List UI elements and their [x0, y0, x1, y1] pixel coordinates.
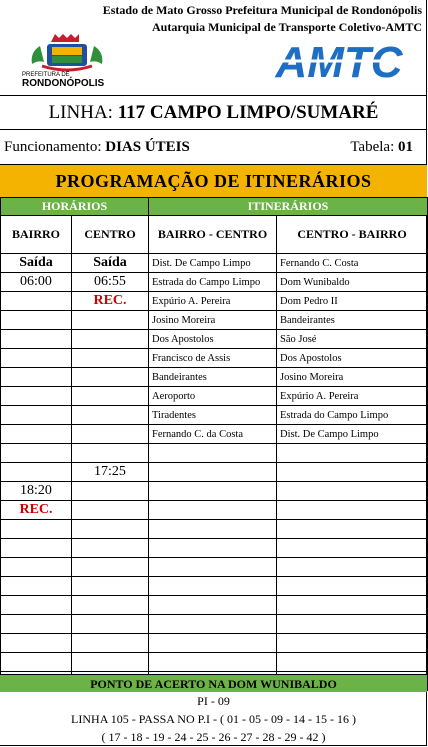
cell-centro: Saída [72, 254, 149, 273]
cell-centro-bairro: São José [277, 330, 428, 349]
cell-centro-bairro: Dom Wunibaldo [277, 273, 428, 292]
cell-bairro-centro: Dos Apostolos [149, 330, 277, 349]
group-header-horarios: HORÁRIOS [1, 198, 149, 216]
rondonopolis-logo [22, 32, 112, 88]
cell-bairro [1, 653, 72, 672]
cell-centro-bairro: Estrada do Campo Limpo [277, 406, 428, 425]
cell-centro-bairro [277, 539, 428, 558]
footer-line-105-cont: ( 17 - 18 - 19 - 24 - 25 - 26 - 27 - 28 - 29 - 42 ) [101, 730, 326, 744]
table-number: Tabela: 01 [350, 139, 413, 155]
cell-bairro-centro [149, 501, 277, 520]
cell-centro-bairro [277, 615, 428, 634]
cell-bairro: 18:20 [1, 482, 72, 501]
cell-bairro-centro [149, 634, 277, 653]
table-row [1, 653, 428, 672]
cell-centro [72, 330, 149, 349]
cell-bairro: REC. [1, 501, 72, 520]
cell-bairro-centro [149, 596, 277, 615]
svg-text:PREFEITURA DE: PREFEITURA DE [22, 72, 70, 78]
cell-centro-bairro: Dom Pedro II [277, 292, 428, 311]
cell-bairro [1, 406, 72, 425]
table-row [1, 634, 428, 653]
table-row [1, 406, 428, 425]
table-row [1, 558, 428, 577]
cell-bairro-centro [149, 520, 277, 539]
cell-centro-bairro: Expúrio A. Pereira [277, 387, 428, 406]
cell-bairro-centro: Expúrio A. Pereira [149, 292, 277, 311]
cell-bairro-centro [149, 539, 277, 558]
cell-centro-bairro [277, 463, 428, 482]
cell-centro-bairro: Josino Moreira [277, 368, 428, 387]
cell-centro [72, 387, 149, 406]
cell-centro-bairro [277, 596, 428, 615]
cell-centro-bairro [277, 577, 428, 596]
table-row [1, 463, 428, 482]
col-header-bairro: BAIRRO [1, 216, 72, 254]
line-label: LINHA: [48, 102, 113, 123]
cell-centro-bairro [277, 653, 428, 672]
operation-days: Funcionamento: DIAS ÚTEIS [4, 139, 190, 155]
table-row [1, 444, 428, 463]
table-row [1, 577, 428, 596]
column-header-row [1, 216, 428, 254]
group-header-row [1, 198, 428, 216]
table-row [1, 273, 428, 292]
cell-bairro [1, 539, 72, 558]
cell-centro [72, 311, 149, 330]
cell-centro: 17:25 [72, 463, 149, 482]
cell-centro [72, 444, 149, 463]
cell-centro [72, 520, 149, 539]
cell-centro-bairro: Fernando C. Costa [277, 254, 428, 273]
cell-centro-bairro [277, 501, 428, 520]
cell-bairro-centro [149, 463, 277, 482]
cell-centro [72, 501, 149, 520]
cell-bairro: 06:00 [1, 273, 72, 292]
table-row [1, 254, 428, 273]
cell-centro: REC. [72, 292, 149, 311]
amtc-logo [274, 40, 404, 82]
table-row [1, 520, 428, 539]
table-row [1, 368, 428, 387]
cell-bairro-centro [149, 482, 277, 501]
cell-bairro-centro [149, 558, 277, 577]
cell-centro [72, 596, 149, 615]
cell-centro [72, 368, 149, 387]
schedule-table [0, 197, 428, 691]
cell-bairro [1, 444, 72, 463]
cell-centro [72, 425, 149, 444]
table-row [1, 311, 428, 330]
cell-bairro-centro [149, 653, 277, 672]
cell-bairro [1, 558, 72, 577]
table-row [1, 330, 428, 349]
cell-bairro [1, 577, 72, 596]
table-row [1, 292, 428, 311]
cell-bairro-centro [149, 444, 277, 463]
footer-line-105: LINHA 105 - PASSA NO P.I - ( 01 - 05 - 09 - 14 - 15 - 16 ) [71, 712, 356, 726]
table-row [1, 615, 428, 634]
table-row [1, 387, 428, 406]
table-row [1, 425, 428, 444]
col-header-bairro-centro: BAIRRO - CENTRO [149, 216, 277, 254]
svg-text:RONDONÓPOLIS: RONDONÓPOLIS [22, 78, 105, 88]
cell-centro-bairro [277, 520, 428, 539]
cell-centro [72, 558, 149, 577]
cell-bairro-centro: Tiradentes [149, 406, 277, 425]
cell-centro [72, 482, 149, 501]
header-state-line: Estado de Mato Grosso Prefeitura Municipal de Rondonópolis [102, 3, 422, 17]
cell-bairro [1, 330, 72, 349]
cell-bairro-centro: Bandeirantes [149, 368, 277, 387]
cell-bairro-centro: Francisco de Assis [149, 349, 277, 368]
cell-bairro [1, 463, 72, 482]
schedule-banner: PROGRAMAÇÃO DE ITINERÁRIOS [0, 164, 427, 197]
header-authority-line: Autarquia Municipal de Transporte Coletivo-AMTC [151, 20, 422, 34]
adjustment-point: PONTO DE ACERTO NA DOM WUNIBALDO [0, 674, 427, 692]
table-row [1, 539, 428, 558]
line-value: 117 CAMPO LIMPO/SUMARÉ [117, 102, 379, 123]
cell-centro-bairro [277, 558, 428, 577]
cell-centro [72, 406, 149, 425]
cell-centro-bairro [277, 444, 428, 463]
cell-bairro-centro [149, 615, 277, 634]
cell-bairro-centro: Dist. De Campo Limpo [149, 254, 277, 273]
cell-bairro-centro: Estrada do Campo Limpo [149, 273, 277, 292]
line-title [0, 95, 427, 129]
cell-centro [72, 615, 149, 634]
operation-row [0, 129, 427, 164]
svg-text:AMTC: AMTC [275, 40, 403, 82]
cell-bairro [1, 425, 72, 444]
cell-centro-bairro: Dos Apostolos [277, 349, 428, 368]
cell-bairro-centro: Josino Moreira [149, 311, 277, 330]
cell-centro-bairro [277, 482, 428, 501]
cell-bairro-centro [149, 577, 277, 596]
cell-centro: 06:55 [72, 273, 149, 292]
cell-centro [72, 577, 149, 596]
footer-pi: PI - 09 [197, 694, 230, 708]
cell-bairro [1, 596, 72, 615]
cell-centro-bairro: Dist. De Campo Limpo [277, 425, 428, 444]
cell-bairro: Saída [1, 254, 72, 273]
cell-bairro [1, 292, 72, 311]
col-header-centro: CENTRO [72, 216, 149, 254]
table-row [1, 482, 428, 501]
cell-bairro [1, 615, 72, 634]
cell-bairro [1, 349, 72, 368]
cell-bairro [1, 368, 72, 387]
table-row [1, 596, 428, 615]
cell-centro [72, 539, 149, 558]
cell-bairro [1, 520, 72, 539]
cell-centro [72, 349, 149, 368]
cell-centro-bairro [277, 634, 428, 653]
group-header-itinerarios: ITINERÁRIOS [149, 198, 428, 216]
table-row [1, 501, 428, 520]
cell-bairro-centro: Fernando C. da Costa [149, 425, 277, 444]
cell-centro [72, 653, 149, 672]
cell-centro-bairro: Bandeirantes [277, 311, 428, 330]
cell-bairro [1, 634, 72, 653]
table-row [1, 349, 428, 368]
cell-bairro [1, 387, 72, 406]
cell-bairro [1, 311, 72, 330]
col-header-centro-bairro: CENTRO - BAIRRO [277, 216, 428, 254]
cell-bairro-centro: Aeroporto [149, 387, 277, 406]
cell-centro [72, 634, 149, 653]
